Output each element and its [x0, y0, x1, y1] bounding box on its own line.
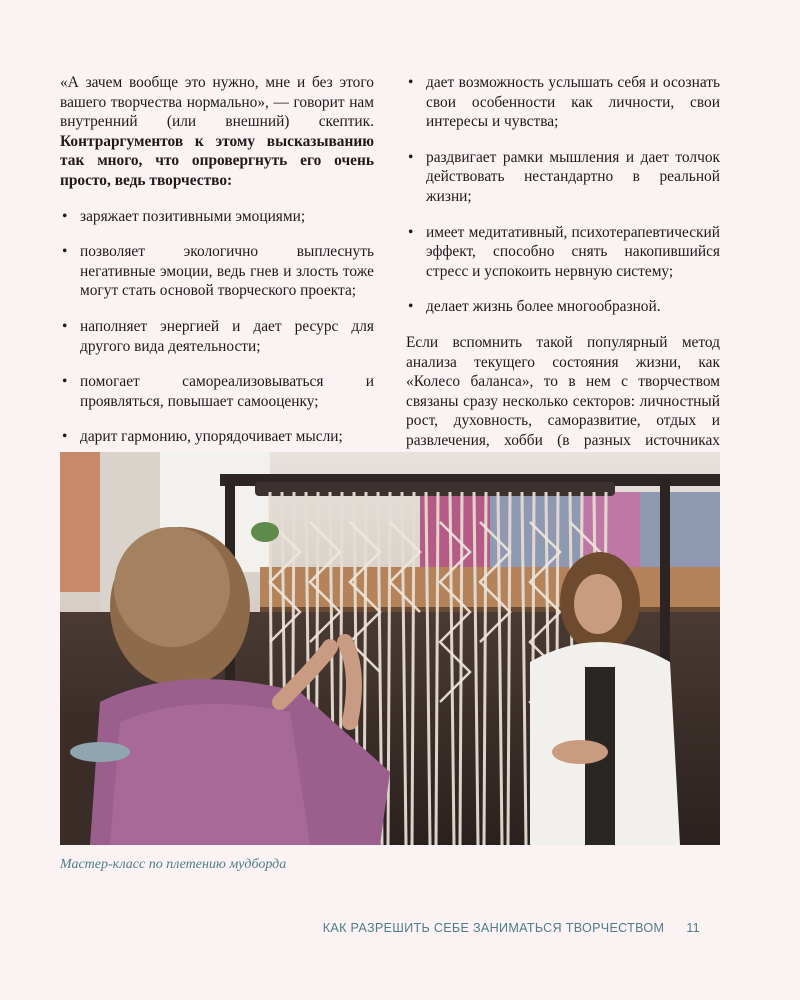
benefits-list-right [406, 73, 720, 317]
list-item: • дает возможность услышать себя и осознать свои особенности как личности, свои интересы и чувства; [406, 73, 720, 132]
benefits-list-left [60, 207, 374, 447]
list-item: • дарит гармонию, упорядочивает мысли; [60, 427, 374, 447]
photo-illustration [60, 452, 720, 845]
intro-paragraph [60, 73, 374, 191]
list-item: • заряжает позитивными эмоциями; [60, 207, 374, 227]
running-title: КАК РАЗРЕШИТЬ СЕБЕ ЗАНИМАТЬСЯ ТВОРЧЕСТВОМ [322, 921, 665, 935]
page-number: 11 [686, 921, 700, 935]
wheel-of-balance-paragraph: Если вспомнить такой популярный метод анализа текущего состояния жизни, как «Колесо баланса», то в нем с творчеством связаны сразу несколько секторов: личностный рост, духовность, саморазвитие, отдых и развлечения, хобби (в разных источниках [406, 333, 720, 449]
list-item: • имеет медитативный, психотерапевтический эффект, способно снять накопившийся стресс и успокоить нервную систему; [406, 223, 720, 282]
left-column [60, 73, 374, 463]
photo-caption: Мастер-класс по плетению мудборда [60, 857, 287, 872]
list-item: • делает жизнь более многообразной. [406, 297, 720, 317]
right-column [406, 73, 720, 486]
list-item: • позволяет экологично выплеснуть негативные эмоции, ведь гнев и злость тоже могут стать основой творческого проекта; [60, 242, 374, 301]
list-item: • раздвигает рамки мышления и дает толчок действовать нестандартно в реальной жизни; [406, 148, 720, 207]
macrame-workshop-photo [60, 452, 720, 845]
list-item: • помогает самореализовываться и проявляться, повышает самооценку; [60, 372, 374, 411]
list-item: • наполняет энергией и дает ресурс для другого вида деятельности; [60, 317, 374, 356]
page-footer [323, 921, 700, 935]
intro-bold-text: Контраргументов к этому высказыванию так много, что опровергнуть его очень просто, ведь творчество: [60, 132, 374, 189]
intro-text: «А зачем вообще это нужно, мне и без этого вашего творчества нормально», — говорит нам внутренний (или внешний) скептик. [60, 74, 374, 131]
